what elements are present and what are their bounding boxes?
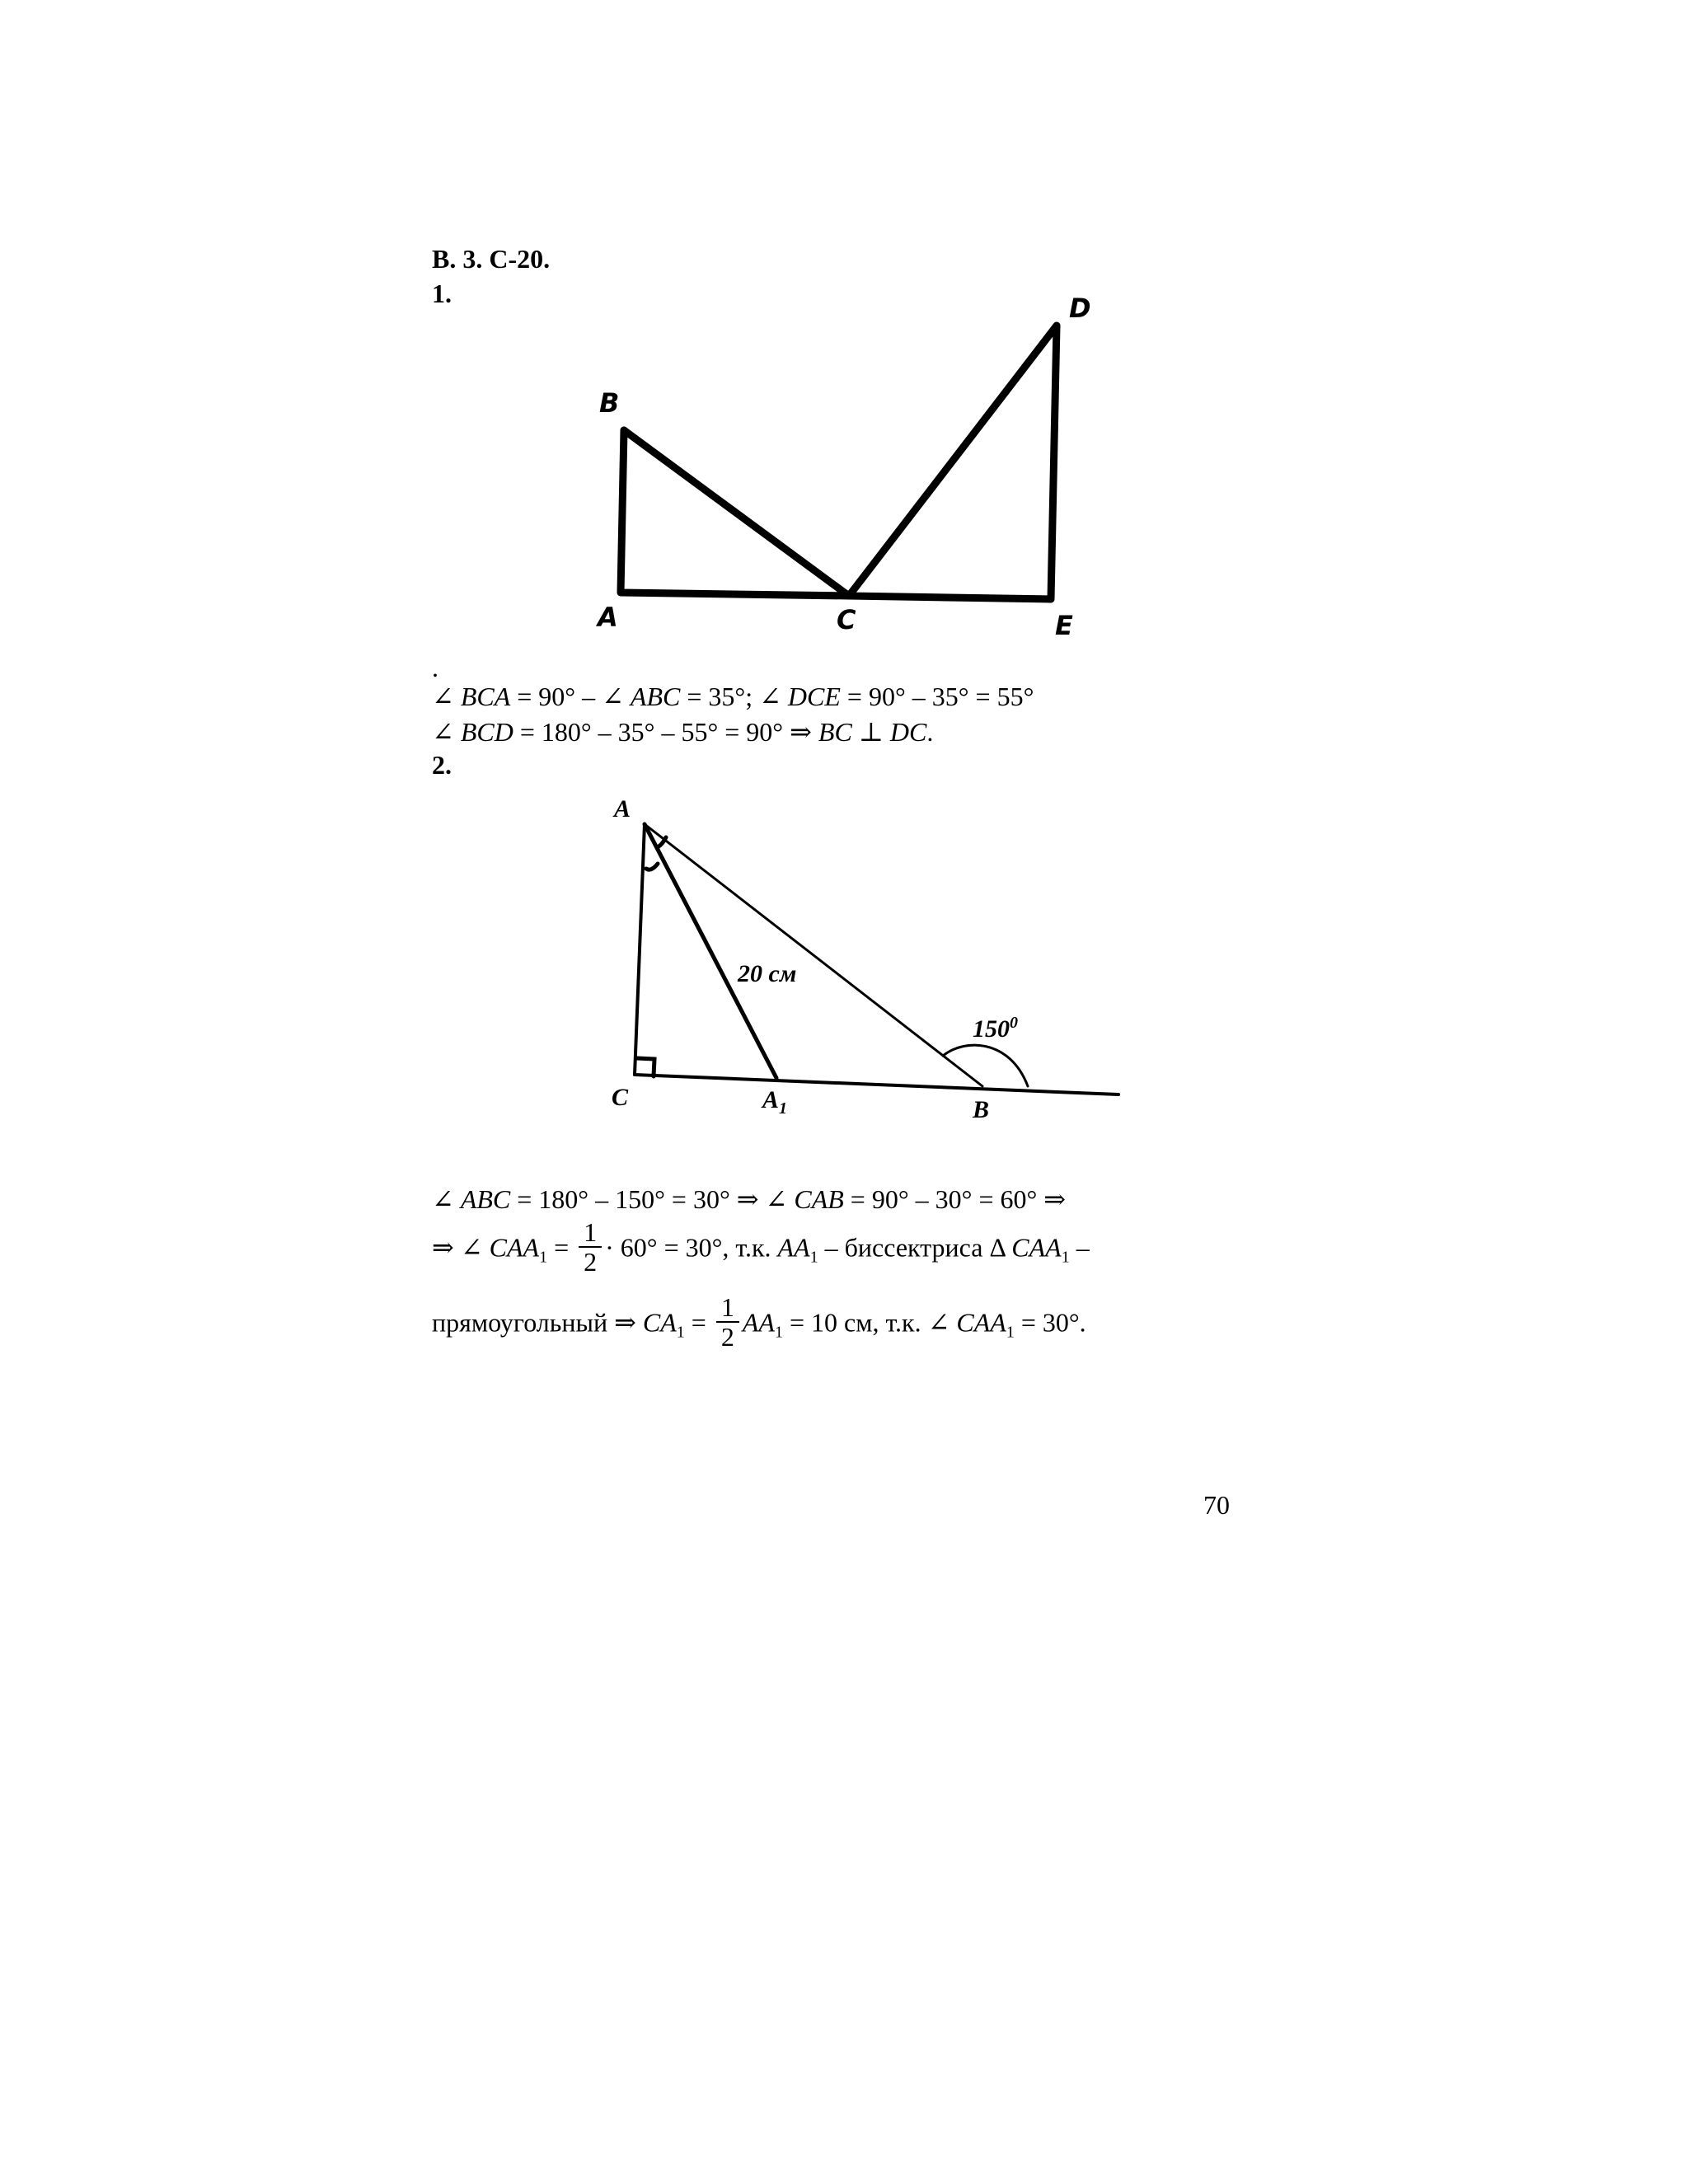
text-segment: ⊥ bbox=[851, 717, 890, 747]
point-c-label: C bbox=[612, 1084, 629, 1111]
angle-label bbox=[973, 1014, 1018, 1043]
point-a1-subscript: 1 bbox=[779, 1099, 788, 1118]
subscript: 1 bbox=[1061, 1248, 1070, 1267]
math-var: AA bbox=[777, 1232, 810, 1263]
point-a-label: A bbox=[598, 602, 618, 633]
solution-2-line-3 bbox=[432, 1292, 1086, 1354]
text-segment: ∠ bbox=[432, 682, 461, 711]
text-segment: – биссектриса Δ bbox=[818, 1232, 1012, 1263]
fraction-numerator: 1 bbox=[716, 1293, 739, 1323]
figure-2-drawing bbox=[560, 775, 1121, 1154]
text-segment: ∠ bbox=[432, 717, 461, 747]
text-segment: = 30°. bbox=[1014, 1307, 1086, 1338]
subscript: 1 bbox=[809, 1248, 818, 1267]
text-segment: = 10 см, т.к. ∠ bbox=[782, 1307, 957, 1338]
segment-ab bbox=[645, 824, 982, 1086]
fraction bbox=[579, 1218, 602, 1276]
text-segment: = 180° – 150° = 30° ⇒ ∠ bbox=[510, 1184, 795, 1214]
problem-2-number: 2. bbox=[432, 750, 452, 780]
fraction-numerator: 1 bbox=[579, 1218, 602, 1248]
dot-mark: . bbox=[432, 653, 438, 682]
math-var: CAA bbox=[1011, 1232, 1062, 1263]
subscript: 1 bbox=[676, 1323, 685, 1342]
math-var: BCA bbox=[460, 682, 511, 711]
text-segment: прямоугольный ⇒ bbox=[432, 1307, 643, 1338]
line-cb-extended bbox=[635, 1075, 1118, 1094]
math-var: AA bbox=[742, 1307, 775, 1338]
text-segment: = 35°; ∠ bbox=[680, 682, 788, 711]
text-segment: ∠ bbox=[432, 1184, 461, 1214]
point-a1-letter: A bbox=[762, 1086, 780, 1113]
page-number: 70 bbox=[1203, 1490, 1230, 1520]
angle-degree-mark: 0 bbox=[1010, 1014, 1018, 1032]
text-segment: = 90° – ∠ bbox=[510, 682, 631, 711]
figure-1-outline bbox=[621, 326, 1057, 599]
point-c-label: C bbox=[837, 604, 856, 635]
point-a-label: A bbox=[614, 795, 631, 823]
point-b-label: B bbox=[599, 387, 620, 419]
math-var: DC bbox=[889, 717, 927, 747]
math-var: CAB bbox=[794, 1184, 844, 1214]
subscript: 1 bbox=[1006, 1323, 1015, 1342]
text-segment: = 180° – 35° – 55° = 90° ⇒ bbox=[513, 717, 818, 747]
segment-aa1 bbox=[645, 824, 776, 1078]
angle-value: 150 bbox=[973, 1015, 1010, 1043]
subscript: 1 bbox=[774, 1323, 783, 1342]
figure-1-drawing bbox=[577, 293, 1104, 647]
point-a1-label bbox=[762, 1086, 787, 1118]
segment-ac bbox=[635, 824, 645, 1075]
solution-2-line-1 bbox=[432, 1183, 1066, 1215]
fraction-denominator: 2 bbox=[584, 1247, 598, 1277]
math-var: CA bbox=[642, 1307, 677, 1338]
math-var: ABC bbox=[460, 1184, 511, 1214]
fraction bbox=[716, 1293, 739, 1351]
text-segment: · 60° = 30°, т.к. bbox=[605, 1232, 778, 1263]
length-label: 20 см bbox=[738, 960, 797, 987]
point-b-label: B bbox=[973, 1096, 990, 1123]
solution-2-line-2 bbox=[432, 1217, 1090, 1279]
figure-1 bbox=[577, 293, 1104, 647]
fraction-denominator: 2 bbox=[720, 1322, 734, 1352]
math-var: CAA bbox=[956, 1307, 1006, 1338]
text-segment: = 90° – 30° = 60° ⇒ bbox=[843, 1184, 1067, 1214]
segment-bc bbox=[624, 430, 849, 596]
text-segment: = 90° – 35° = 55° bbox=[840, 682, 1034, 711]
math-var: BC bbox=[818, 717, 852, 747]
text-segment: = bbox=[684, 1307, 713, 1338]
solution-1-line-2 bbox=[432, 716, 933, 748]
text-segment: . bbox=[926, 717, 934, 747]
solution-1-line-1 bbox=[432, 681, 1034, 712]
math-var: BCD bbox=[460, 717, 513, 747]
math-var: CAA bbox=[489, 1232, 540, 1263]
math-var: ABC bbox=[630, 682, 681, 711]
point-d-label: D bbox=[1069, 293, 1091, 324]
angle-mark-1 bbox=[646, 864, 658, 869]
problem-1-number: 1. bbox=[432, 279, 452, 308]
point-e-label: E bbox=[1055, 610, 1073, 641]
figure-2 bbox=[560, 775, 1121, 1154]
text-segment: – bbox=[1069, 1232, 1090, 1263]
math-var: DCE bbox=[787, 682, 841, 711]
text-segment: = bbox=[547, 1232, 576, 1263]
text-segment: ⇒ ∠ bbox=[432, 1232, 490, 1263]
subscript: 1 bbox=[539, 1248, 548, 1267]
section-title: В. 3. С-20. bbox=[432, 244, 551, 274]
